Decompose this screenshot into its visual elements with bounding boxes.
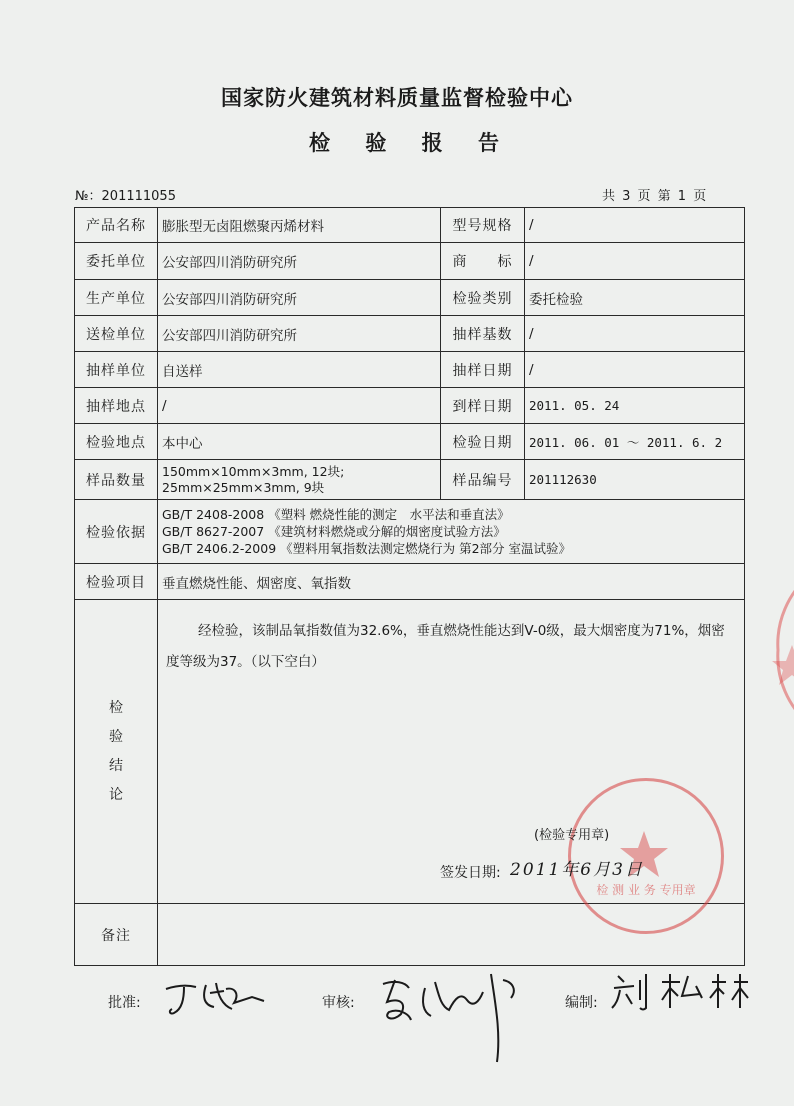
table-row [75, 208, 745, 243]
conclusion-label-char: 验 [109, 728, 123, 745]
reviewer-signature [365, 962, 535, 1072]
issue-date-value: 2011年6月3日 [510, 860, 644, 880]
partial-seal-icon [772, 565, 794, 735]
sampling-date-value: / [525, 352, 745, 388]
seal-text: 检 测 业 务 专用章 [596, 883, 696, 897]
approver-signature [160, 975, 270, 1020]
standard-line: GB/T 8627-2007 《建筑材料燃烧或分解的烟密度试验方法》 [162, 524, 506, 539]
field-label: 检验类别 [441, 280, 525, 316]
report-number: №：201111055 [75, 189, 176, 204]
field-label: 抽样单位 [75, 352, 158, 388]
conclusion-text: 经检验，该制品氧指数值为32.6%，垂直燃烧性能达到V-0级，最大烟密度为71%，烟密度等级为37。（以下空白） [166, 623, 725, 670]
test-place-value: 本中心 [158, 424, 441, 460]
field-label: 检验地点 [75, 424, 158, 460]
table-row [75, 316, 745, 352]
issue-date-label: 签发日期: [440, 865, 501, 881]
field-label: 检验依据 [75, 500, 158, 564]
field-label: 送检单位 [75, 316, 158, 352]
table-row [75, 352, 745, 388]
sample-base-value: / [525, 316, 745, 352]
field-label: 抽样地点 [75, 388, 158, 424]
conclusion-row [75, 600, 745, 904]
report-subtitle: 检 验 报 告 [309, 131, 513, 155]
field-label: 样品数量 [75, 460, 158, 500]
report-table [74, 207, 745, 966]
stamp-label: (检验专用章) [534, 828, 610, 843]
field-label: 委托单位 [75, 243, 158, 280]
table-row [75, 388, 745, 424]
model-spec-value: / [525, 208, 745, 243]
conclusion-body [158, 600, 745, 904]
field-label: 产品名称 [75, 208, 158, 243]
conclusion-label-char: 检 [109, 699, 123, 716]
standard-line: GB/T 2408-2008 《塑料 燃烧性能的测定 水平法和垂直法》 [162, 507, 510, 522]
table-row [75, 243, 745, 280]
table-row [75, 500, 745, 564]
remarks-label: 备注 [75, 904, 158, 966]
field-label: 到样日期 [441, 388, 525, 424]
field-label: 检验项目 [75, 564, 158, 600]
test-type-value: 委托检验 [525, 280, 745, 316]
sample-number-value: 201112630 [525, 460, 745, 500]
field-label: 检验日期 [441, 424, 525, 460]
page-info: 共 3 页 第 1 页 [602, 189, 707, 204]
field-label: 商 标 [441, 243, 525, 280]
product-name-value: 膨胀型无卤阻燃聚丙烯材料 [158, 208, 441, 243]
table-row [75, 460, 745, 500]
field-label: 抽样日期 [441, 352, 525, 388]
test-items-value: 垂直燃烧性能、烟密度、氧指数 [158, 564, 745, 600]
sample-quantity-value: 150mm×10mm×3mm, 12块; 25mm×25mm×3mm, 9块 [158, 460, 441, 500]
compiler-signature [610, 968, 750, 1013]
approve-label: 批准: [108, 995, 141, 1011]
conclusion-label [75, 600, 158, 904]
sampling-place-value: / [158, 388, 441, 424]
standard-line: GB/T 2406.2-2009 《塑料用氧指数法测定燃烧行为 第2部分 室温试验》 [162, 541, 572, 556]
field-label: 抽样基数 [441, 316, 525, 352]
compile-label: 编制: [565, 995, 598, 1011]
arrival-date-value: 2011. 05. 24 [525, 388, 745, 424]
submitter-value: 公安部四川消防研究所 [158, 316, 441, 352]
field-label: 型号规格 [441, 208, 525, 243]
conclusion-label-char: 论 [109, 786, 123, 803]
field-label: 样品编号 [441, 460, 525, 500]
report-title: 国家防火建筑材料质量监督检验中心 [221, 86, 573, 110]
manufacturer-value: 公安部四川消防研究所 [158, 280, 441, 316]
field-label: 生产单位 [75, 280, 158, 316]
table-row [75, 280, 745, 316]
conclusion-label-char: 结 [109, 757, 123, 774]
sampling-unit-value: 自送样 [158, 352, 441, 388]
table-row [75, 424, 745, 460]
edge-seal-fragment [772, 565, 794, 735]
test-basis-value [158, 500, 745, 564]
client-value: 公安部四川消防研究所 [158, 243, 441, 280]
trademark-value: / [525, 243, 745, 280]
test-date-value: 2011. 06. 01 ～ 2011. 6. 2 [525, 424, 745, 460]
review-label: 审核: [322, 995, 355, 1011]
table-row [75, 564, 745, 600]
